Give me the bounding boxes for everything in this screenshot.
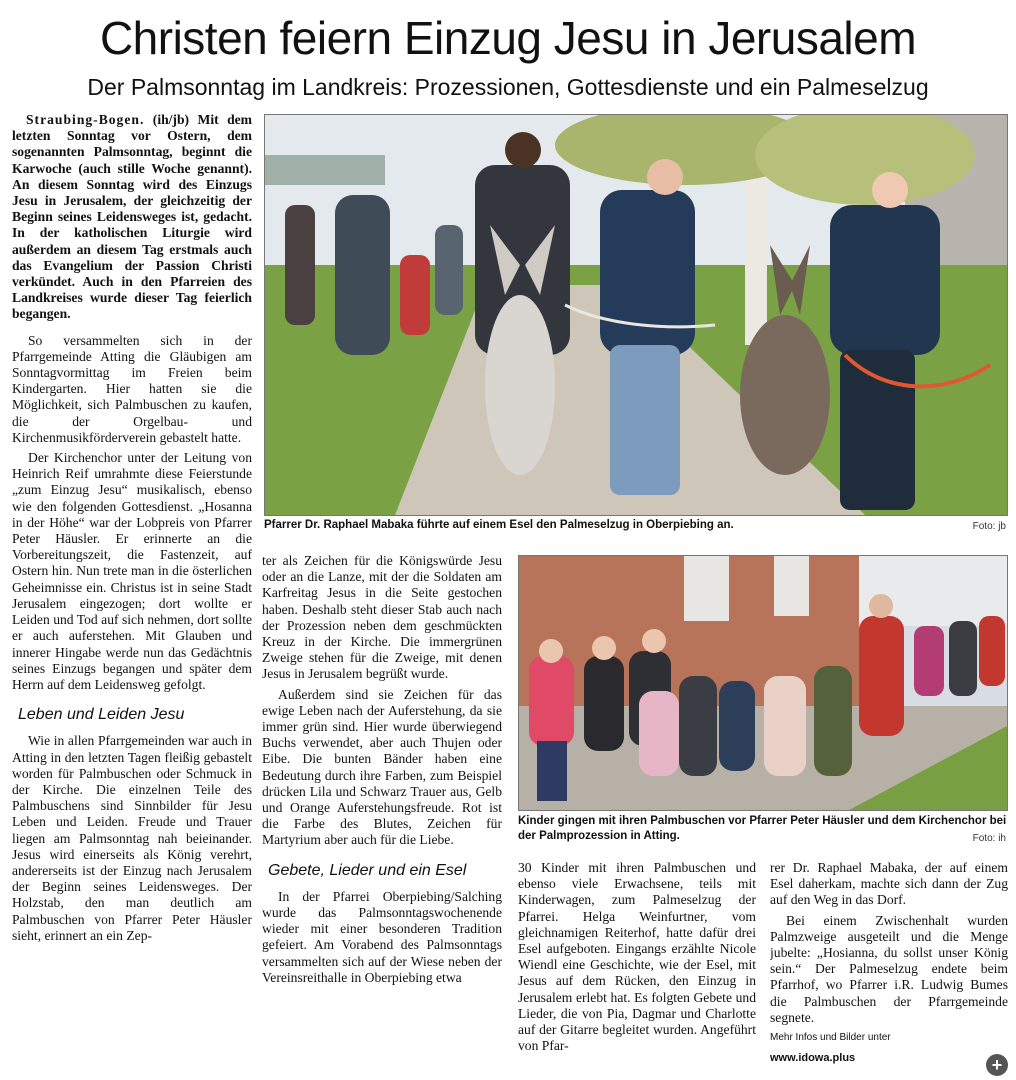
photo-palm-donkey-procession: [264, 114, 1008, 516]
article-column-1: [12, 112, 252, 1078]
photo-illustration: [265, 115, 1007, 515]
more-info-link[interactable]: [770, 1050, 1008, 1067]
body-paragraph: Bei einem Zwischenhalt wurden Palmzweige ausgeteilt und die Menge jubelte: „Hosianna, du sollst unser König sein.“ Der Palmeselzug endete beim Pfarrhof, wo Pfarrer i.R. Ludwig Bumes die Palmbuschen der Pfarrgemeinde segnete.: [770, 912, 1008, 1025]
photo1-credit: Foto: jb: [972, 521, 1006, 532]
section-heading: Gebete, Lieder und ein Esel: [268, 861, 467, 879]
article-column-3: [518, 860, 756, 1078]
photo-illustration: [519, 556, 1007, 810]
body-paragraph: In der Pfarrei Oberpiebing/Salching wurde das Palmsonntagswochenende wieder mit einer besonderen Tradition gefeiert. Am Vorabend des Palmsonntags versammelten sich auf der Wiese neben der Vereinsreithalle in Oberpiebing etwa: [262, 888, 502, 985]
body-paragraph: So versammelten sich in der Pfarrgemeinde Atting die Gläubigen am Sonntagvormittag im Freien beim Kindergarten. Hier hatten sie die Möglichkeit, sich Palmbuschen zu kaufen, die der Orgelbau- und Kirchenmusikförderverein gebastelt hatte.: [12, 332, 252, 445]
photo-children-palm-procession: [518, 555, 1008, 811]
subheadline: Der Palmsonntag im Landkreis: Prozessionen, Gottesdienste und ein Palmeselzug: [87, 74, 929, 100]
body-paragraph: rer Dr. Raphael Mabaka, der auf einem Esel daherkam, machte sich dann der Zug auf den Weg in das Dorf.: [770, 860, 1008, 908]
body-paragraph: Außerdem sind sie Zeichen für das ewige Leben nach der Auferstehung, da sie immer grün sind. Hier wurde überwiegend Buchs verwendet, aber auch Thujen oder Eibe. Die bunten Bänder haben eine Bedeutung durch ihre Farben, zum Beispiel drücken Lila und Schwarz Trauer aus, Gelb und Orange Auferstehungsfreude. Rot ist die Farbe des Blutes, Zeichen für Martyrium aber auch für die Liebe.: [262, 686, 502, 848]
photo1-caption: Pfarrer Dr. Raphael Mabaka führte auf einem Esel den Palmeselzug in Oberpiebing an.: [264, 519, 734, 531]
body-paragraph: Wie in allen Pfarrgemeinden war auch in Atting in den letzten Tagen fleißig gebastelt worden für Palmbuschen oder Schmuck in der Kirche. Die einzelnen Teile des Palmbuschens sind Sinnbilder für Jesu Leben und Leiden. Freude und Trauer liegen am Palmsonntag nah beieinander. Jesus wird einerseits als König verehrt, andererseits ist der Einzug nach Jerusalem der Beginn seines Leidensweges. Der Holzstab, den man deutlich am Palmbuschen von Pfarrer Peter Häusler sieht, erinnert an ein Zep-: [12, 733, 252, 943]
body-paragraph: Der Kirchenchor unter der Leitung von Heinrich Reif umrahmte diese Feierstunde „zum Einzug Jesu“ musikalisch, ebenso wie den folgenden Gottesdienst. „Hosanna in der Höhe“ war der Lobpreis von Pfarrer Peter Häusler. Er erinnerte an die Vorbereitungszeit, die Fastenzeit, auf Ostern hin. Nun trete man in die österlichen Geheimnisse ein. Christus ist in seine Stadt Jerusalem eingezogen; dort wollte er Leiden und Tod auf sich nehmen, dort sollte er auch auferstehen. Mit Glauben und innerer Hingabe werde nun das Gedächtnis seines Einzugs begangen und später dem Herrn auf dem Leidensweg gefolgt.: [12, 450, 252, 692]
dateline-place: Straubing-Bogen.: [26, 112, 145, 127]
photo2-credit: Foto: ih: [972, 833, 1006, 844]
section-heading: Leben und Leiden Jesu: [18, 706, 185, 724]
photo2-caption: Kinder gingen mit ihren Palmbuschen vor Pfarrer Peter Häusler und dem Kirchenchor bei der Palmprozession in Atting.: [518, 815, 1007, 842]
lead-text: Mit dem letzten Sonntag vor Ostern, dem sogenannten Palmsonntag, beginnt die Karwoche (auch stille Woche genannt). An diesem Sonntag wird des Einzugs Jesu in Jerusalem, der gleichzeitig der Beginn seines Leidensweges ist, gedacht. In der katholischen Liturgie wird außerdem an diesem Tag erstmals auch das Evangelium der Passion Christi verkündet. Auch in den Pfarreien des Landkreises wurde dieser Tag feierlich begangen.: [12, 112, 252, 322]
headline: Christen feiern Einzug Jesu in Jerusalem: [99, 12, 917, 64]
article-column-4: [770, 860, 1008, 1078]
more-info-label: Mehr Infos und Bilder unter: [770, 1032, 891, 1044]
lead-paragraph: [12, 112, 252, 323]
more-info-url[interactable]: www.idowa.plus: [770, 1052, 856, 1065]
article-column-2: [262, 553, 502, 1078]
body-paragraph: ter als Zeichen für die Königswürde Jesu oder an die Lanze, mit der die Soldaten am Karfreitag Jesus in die Seite gestochen haben. Deshalb steht dieser Stab auch nach der Prozession neben dem geschmückten Kreuz in der Kirche. Die immergrünen Zweige stehen für die Zweige, mit denen Jesus in Jerusalem begrüßt wurde.: [262, 553, 502, 682]
dateline-byline: (ih/jb): [152, 112, 190, 127]
plus-icon: +: [986, 1054, 1008, 1076]
body-paragraph: 30 Kinder mit ihren Palmbuschen und ebenso viele Erwachsene, teils mit Kinderwagen, zum Palmeselzug der Pfarrei. Helga Weinfurtner, vom gleichnamigen Reiterhof, hatte dafür drei Esel aufgeboten. Eingangs erzählte Nicole Wiendl eine Geschichte, wie der Esel, mit Jesus auf dem Rücken, den Einzug in Jerusalem erlebt hat. Es folgten Gebete und Lieder, die von Pia, Dagmar und Charlotte auf der Gitarre begleitet wurden. Angeführt von Pfar-: [518, 860, 756, 1054]
